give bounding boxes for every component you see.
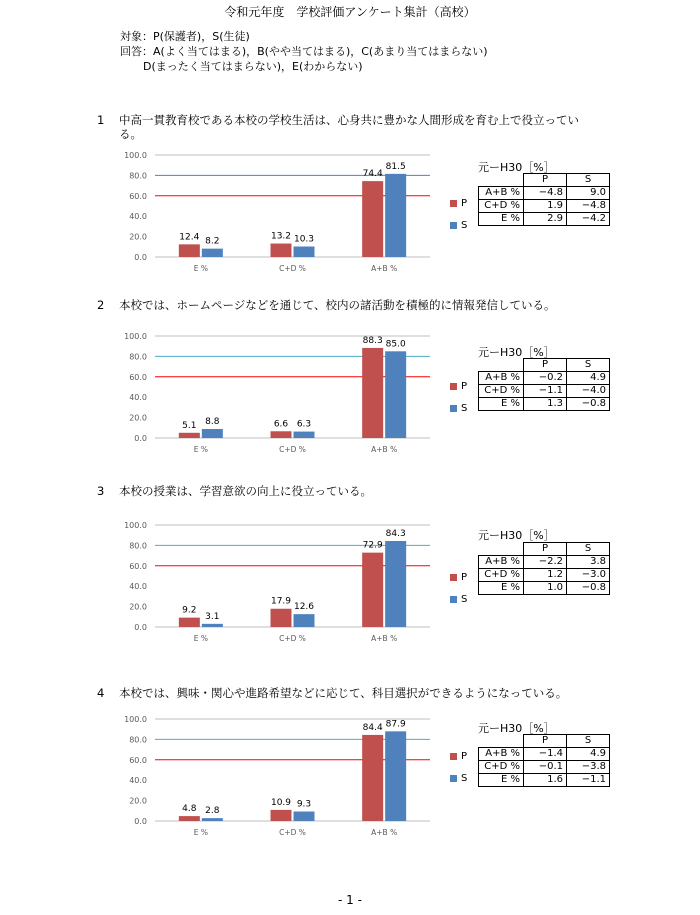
column-header-p: P <box>524 735 567 748</box>
cell-p: −0.1 <box>524 761 567 774</box>
table-row <box>479 774 610 787</box>
y-tick-label: 20.0 <box>129 232 147 242</box>
legend-label: S <box>461 219 468 231</box>
chart-legend <box>450 192 467 236</box>
y-tick-label: 20.0 <box>129 602 147 612</box>
legend-item-s <box>450 214 467 236</box>
bar-p <box>271 244 292 257</box>
row-label: E % <box>479 582 524 595</box>
diff-table-title: 元ーH30［%］ <box>478 529 555 542</box>
bar-p <box>179 433 200 438</box>
bar-s <box>202 429 223 438</box>
legend-item-p <box>450 745 467 767</box>
legend-label: P <box>461 197 468 209</box>
bar-s <box>294 432 315 438</box>
table-row <box>479 372 610 385</box>
cell-p: 1.2 <box>524 569 567 582</box>
legend-label: P <box>461 571 468 583</box>
cell-p: 1.9 <box>524 200 567 213</box>
cell-p: 1.6 <box>524 774 567 787</box>
bar-s <box>202 818 223 821</box>
table-corner <box>479 174 524 187</box>
row-label: C+D % <box>479 385 524 398</box>
data-label: 6.3 <box>296 419 312 430</box>
row-label: A+B % <box>479 556 524 569</box>
table-row <box>479 398 610 411</box>
diff-table-title: 元ーH30［%］ <box>478 161 555 174</box>
cell-p: −0.2 <box>524 372 567 385</box>
row-label: C+D % <box>479 200 524 213</box>
bar-p <box>362 181 383 257</box>
cell-s: 3.8 <box>567 556 610 569</box>
bar-chart-1 <box>110 147 440 287</box>
cell-p: 1.0 <box>524 582 567 595</box>
cell-s: −0.8 <box>567 582 610 595</box>
cell-s: −4.2 <box>567 213 610 226</box>
legend-item-p <box>450 566 467 588</box>
row-label: A+B % <box>479 187 524 200</box>
bar-p <box>362 735 383 821</box>
legend-label: P <box>461 380 468 392</box>
data-label: 6.6 <box>273 419 289 430</box>
data-label: 12.6 <box>293 602 315 613</box>
x-tick-label: C+D % <box>279 445 306 454</box>
y-tick-label: 40.0 <box>129 212 147 222</box>
row-label: E % <box>479 213 524 226</box>
y-tick-label: 0.0 <box>134 253 147 262</box>
y-tick-label: 100.0 <box>124 715 147 724</box>
row-label: A+B % <box>479 748 524 761</box>
legend-swatch <box>450 383 457 390</box>
x-tick-label: C+D % <box>279 634 306 643</box>
legend-item-s <box>450 588 467 610</box>
y-tick-label: 40.0 <box>129 393 147 403</box>
bar-p <box>271 609 292 627</box>
cell-p: 1.3 <box>524 398 567 411</box>
legend-swatch <box>450 574 457 581</box>
data-label: 88.3 <box>362 335 383 346</box>
answer-legend-1: 回答：A(よく当てはまる)，B(やや当てはまる)，C(あまり当てはまらない) <box>120 45 488 58</box>
bar-s <box>294 246 315 257</box>
diff-table-title: 元ーH30［%］ <box>478 722 555 735</box>
question-text: 本校の授業は、学習意欲の向上に役立っている。 <box>119 484 372 498</box>
data-label: 72.9 <box>362 540 383 551</box>
question-text: 本校では、ホームページなどを通じて、校内の諸活動を積極的に情報発信している。 <box>119 298 556 312</box>
diff-table <box>478 734 610 787</box>
bar-s <box>202 624 223 627</box>
table-row <box>479 569 610 582</box>
data-label: 5.1 <box>182 420 197 431</box>
x-tick-label: E % <box>193 634 208 643</box>
question-text: 本校では、興味・関心や進路希望などに応じて、科目選択ができるようになっている。 <box>119 686 568 700</box>
legend-swatch <box>450 222 457 229</box>
bar-p <box>271 431 292 438</box>
y-tick-label: 60.0 <box>129 372 147 382</box>
table-corner <box>479 735 524 748</box>
data-label: 9.3 <box>296 799 312 810</box>
x-tick-label: A+B % <box>371 634 398 643</box>
y-tick-label: 60.0 <box>129 561 147 571</box>
row-label: C+D % <box>479 569 524 582</box>
legend-label: S <box>461 593 468 605</box>
question-number: 4 <box>97 686 105 700</box>
chart-legend <box>450 375 467 419</box>
bar-p <box>179 618 200 627</box>
y-tick-label: 40.0 <box>129 582 147 592</box>
legend-swatch <box>450 200 457 207</box>
y-tick-label: 80.0 <box>129 352 147 362</box>
column-header-s: S <box>567 359 610 372</box>
bar-s <box>294 812 315 821</box>
table-row <box>479 200 610 213</box>
column-header-s: S <box>567 735 610 748</box>
y-tick-label: 20.0 <box>129 796 147 806</box>
column-header-p: P <box>524 174 567 187</box>
cell-s: −4.0 <box>567 385 610 398</box>
column-header-s: S <box>567 174 610 187</box>
bar-s <box>385 731 406 821</box>
data-label: 9.2 <box>182 605 197 616</box>
cell-p: −4.8 <box>524 187 567 200</box>
legend-swatch <box>450 596 457 603</box>
page-number: - 1 - <box>338 893 362 907</box>
data-label: 84.4 <box>362 722 383 733</box>
y-tick-label: 80.0 <box>129 735 147 745</box>
cell-s: −3.8 <box>567 761 610 774</box>
diff-table <box>478 358 610 411</box>
data-label: 8.8 <box>205 417 220 428</box>
legend-item-p <box>450 375 467 397</box>
x-tick-label: C+D % <box>279 828 306 837</box>
table-row <box>479 213 610 226</box>
row-label: E % <box>479 774 524 787</box>
x-tick-label: C+D % <box>279 264 306 273</box>
data-label: 13.2 <box>270 231 292 242</box>
y-tick-label: 20.0 <box>129 413 147 423</box>
cell-s: 4.9 <box>567 748 610 761</box>
bar-s <box>202 249 223 257</box>
bar-s <box>294 614 315 627</box>
cell-s: −3.0 <box>567 569 610 582</box>
table-row <box>479 187 610 200</box>
data-label: 2.8 <box>205 806 220 817</box>
data-label: 17.9 <box>270 596 292 607</box>
y-tick-label: 40.0 <box>129 776 147 786</box>
bar-s <box>385 541 406 627</box>
question-number: 2 <box>97 298 105 312</box>
data-label: 12.4 <box>179 232 200 243</box>
row-label: E % <box>479 398 524 411</box>
y-tick-label: 100.0 <box>124 332 147 341</box>
legend-item-s <box>450 767 467 789</box>
survey-target: 対象：P(保護者)，S(生徒) <box>120 30 250 43</box>
column-header-s: S <box>567 543 610 556</box>
row-label: A+B % <box>479 372 524 385</box>
x-tick-label: E % <box>193 445 208 454</box>
table-header-row <box>479 735 610 748</box>
bar-s <box>385 351 406 438</box>
cell-p: −2.2 <box>524 556 567 569</box>
y-tick-label: 0.0 <box>134 623 147 632</box>
table-row <box>479 761 610 774</box>
table-row <box>479 748 610 761</box>
page-title: 令和元年度 学校評価アンケート集計（高校） <box>224 5 476 19</box>
cell-s: 9.0 <box>567 187 610 200</box>
cell-p: −1.4 <box>524 748 567 761</box>
bar-p <box>179 816 200 821</box>
data-label: 87.9 <box>385 719 406 730</box>
y-tick-label: 0.0 <box>134 817 147 826</box>
table-row <box>479 582 610 595</box>
bar-chart-2 <box>110 328 440 468</box>
column-header-p: P <box>524 543 567 556</box>
bar-chart-3 <box>110 517 440 657</box>
table-corner <box>479 543 524 556</box>
table-header-row <box>479 174 610 187</box>
cell-s: −0.8 <box>567 398 610 411</box>
diff-table-title: 元ーH30［%］ <box>478 346 555 359</box>
legend-swatch <box>450 775 457 782</box>
x-tick-label: A+B % <box>371 828 398 837</box>
y-tick-label: 100.0 <box>124 151 147 160</box>
data-label: 84.3 <box>385 529 406 540</box>
diff-table <box>478 542 610 595</box>
x-tick-label: A+B % <box>371 445 398 454</box>
bar-s <box>385 174 406 257</box>
legend-swatch <box>450 753 457 760</box>
table-row <box>479 556 610 569</box>
chart-legend <box>450 745 467 789</box>
x-tick-label: E % <box>193 264 208 273</box>
bar-p <box>362 348 383 438</box>
y-tick-label: 0.0 <box>134 434 147 443</box>
cell-s: −4.8 <box>567 200 610 213</box>
row-label: C+D % <box>479 761 524 774</box>
y-tick-label: 60.0 <box>129 755 147 765</box>
data-label: 85.0 <box>385 339 406 350</box>
data-label: 8.2 <box>205 236 220 247</box>
table-header-row <box>479 543 610 556</box>
bar-p <box>362 553 383 627</box>
table-row <box>479 385 610 398</box>
column-header-p: P <box>524 359 567 372</box>
bar-p <box>271 810 292 821</box>
cell-p: 2.9 <box>524 213 567 226</box>
legend-label: S <box>461 772 468 784</box>
y-tick-label: 60.0 <box>129 191 147 201</box>
data-label: 10.9 <box>270 797 292 808</box>
cell-s: 4.9 <box>567 372 610 385</box>
x-tick-label: E % <box>193 828 208 837</box>
y-tick-label: 100.0 <box>124 521 147 530</box>
data-label: 4.8 <box>182 804 197 815</box>
x-tick-label: A+B % <box>371 264 398 273</box>
table-header-row <box>479 359 610 372</box>
y-tick-label: 80.0 <box>129 171 147 181</box>
data-label: 10.3 <box>293 234 315 245</box>
question-number: 3 <box>97 484 105 498</box>
data-label: 81.5 <box>385 161 406 172</box>
legend-item-s <box>450 397 467 419</box>
question-number: 1 <box>97 113 105 127</box>
bar-chart-4 <box>110 711 440 851</box>
data-label: 74.4 <box>362 169 383 180</box>
answer-legend-2: D(まったく当てはまらない)，E(わからない) <box>143 60 363 73</box>
legend-swatch <box>450 405 457 412</box>
legend-label: S <box>461 402 468 414</box>
cell-s: −1.1 <box>567 774 610 787</box>
table-corner <box>479 359 524 372</box>
cell-p: −1.1 <box>524 385 567 398</box>
data-label: 3.1 <box>205 611 220 622</box>
bar-p <box>179 244 200 257</box>
question-text: 中高一貫教育校である本校の学校生活は、心身共に豊かな人間形成を育む上で役立っている。 <box>119 113 579 141</box>
chart-legend <box>450 566 467 610</box>
legend-label: P <box>461 750 468 762</box>
legend-item-p <box>450 192 467 214</box>
diff-table <box>478 173 610 226</box>
y-tick-label: 80.0 <box>129 541 147 551</box>
